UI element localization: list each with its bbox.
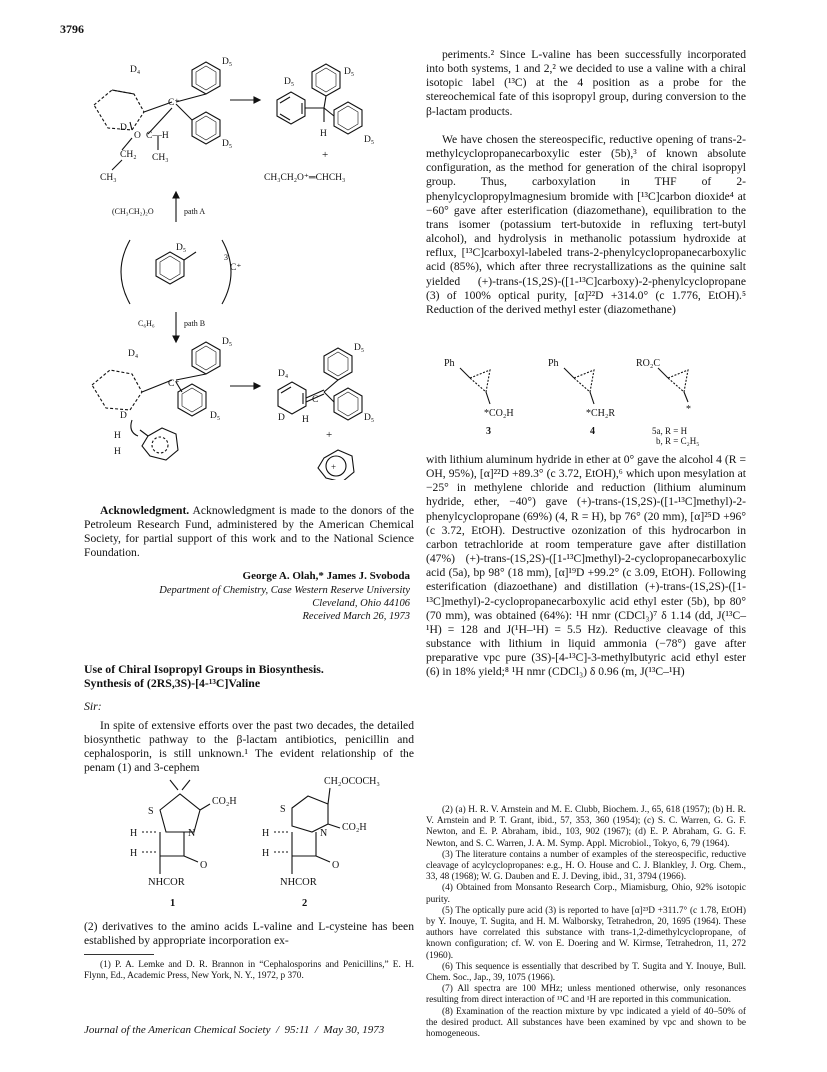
svg-text:H: H — [320, 129, 327, 139]
svg-text:D₅: D₅ — [344, 67, 355, 77]
footnote-1: (1) P. A. Lemke and D. R. Brannon in “Cephalosporins and Penicillins,” E. H. Flynn, Ed., Academic Press, New York, N. Y., 1972, p 370. — [84, 960, 414, 982]
svg-text:CH₃CH₂O⁺═CHCH₃: CH₃CH₂O⁺═CHCH₃ — [264, 173, 346, 183]
acknowledgment-heading: Acknowledgment. — [100, 504, 190, 517]
svg-text:D₄: D₄ — [130, 65, 141, 75]
svg-text:C⁺: C⁺ — [230, 263, 242, 273]
ref-8: (8) Examination of the reaction mixture by vpc indicated a yield of 40–50% of the desired product. All substances have been examined by vpc and shown to be homogeneous. — [426, 1006, 746, 1040]
author-names: George A. Olah,* James J. Svoboda — [242, 570, 410, 582]
svg-text:5a, R = H: 5a, R = H — [652, 426, 688, 436]
structures-1-2 — [120, 770, 390, 880]
svg-text:H: H — [114, 447, 121, 457]
acknowledgment — [84, 504, 414, 561]
svg-text:S: S — [148, 806, 154, 817]
article-title-2: Synthesis of (2RS,3S)-[4-¹³C]Valine — [84, 676, 261, 690]
svg-text:H: H — [302, 415, 309, 425]
svg-text:CH₃: CH₃ — [152, 153, 169, 163]
acknowledgment-text: Acknowledgment is made to the donors of the Petroleum Research Fund, administered by the American Chemical Society, for partial support of this work and to the National Science Foundation. — [84, 504, 414, 560]
svg-text:D₅: D₅ — [222, 139, 233, 149]
svg-text:CO₂H: CO₂H — [342, 822, 367, 833]
svg-text:D₄: D₄ — [278, 369, 289, 379]
right-references — [426, 805, 746, 1040]
ref-7: (7) All spectra are 100 MHz; unless mentioned otherwise, only resonances resulting from direct interaction of ¹³C and ¹H are reported in this communication. — [426, 984, 746, 1006]
svg-text:H: H — [130, 848, 138, 859]
svg-text:H: H — [262, 828, 270, 839]
article-title-1: Use of Chiral Isopropyl Groups in Biosynthesis. — [84, 662, 324, 676]
svg-text:D₅: D₅ — [284, 77, 295, 87]
journal-footer: Journal of the American Chemical Society / 95:11 / May 30, 1973 — [84, 1024, 385, 1036]
ref-2: (2) (a) H. R. V. Arnstein and M. E. Clubb, Biochem. J., 65, 618 (1957); (b) H. R. V. Arnstein and P. T. Grant, ibid., 57, 353, 360 (1954); (c) S. C. Warren, G. G. F. Newton, and E. P. Abraham, ibid., 103, 902 (1967); (d) E. P. Abraham, G. G. F. Newton, and S. C. Warren, J. A. M. Symp. Appl. Microbiol., Tokyo, 6, 79 (1964). — [426, 805, 746, 849]
svg-text:D₅: D₅ — [222, 337, 233, 347]
svg-text:C⁺: C⁺ — [168, 379, 180, 389]
svg-text:D₅: D₅ — [176, 243, 187, 253]
compound-label-2: 2 — [302, 898, 308, 909]
svg-text:+: + — [326, 429, 333, 441]
svg-text:*CO₂H: *CO₂H — [484, 408, 514, 419]
nhcor-label-2: NHCOR — [280, 877, 317, 888]
svg-text:S: S — [280, 804, 286, 815]
svg-text:O: O — [134, 131, 141, 141]
svg-text:D₅: D₅ — [364, 135, 375, 145]
ref-4: (4) Obtained from Monsanto Research Corp., Miamisburg, Ohio, 92% isotopic purity. — [426, 883, 746, 905]
svg-text:O: O — [332, 860, 340, 871]
reaction-scheme — [72, 50, 402, 480]
svg-text:path A: path A — [184, 207, 206, 216]
svg-text:C: C — [312, 395, 319, 405]
svg-text:D₅: D₅ — [364, 413, 375, 423]
right-paragraph-c: with lithium aluminum hydride in ether at 0° gave the alcohol 4 (R = OH, 95%), [α]²²D +89.3° (c 3.72, EtOH),⁶ which upon mesylation at −25° in methylene chloride and reduction (lithium aluminum hydride, ether, −40°) gave (+)-trans-(1S,2S)-([1-¹³C]methyl)-2-phenylcyclopropane (69%) (4, R = H), bp 76° (20 mm), [α]²⁵D +96° (c 3.72, EtOH). Destructive ozonization of this hydrocarbon in carbon tetrachloride at room temperature gave after distillation (47%) (+)-trans-(1S,2S)-([1-¹³C]methyl)-2-cyclopropanecarboxylic acid (5a), bp 98° (18 mm), [α]¹⁹D +99.2° (c 3.09, EtOH). Following esterification (diazoethane) and distillation (+)-trans-(1S,2S)-([1-¹³C]methyl)-2-cyclopropanecarboxylic acid ethyl ester (5b), bp 80° (70 mm), was obtained (64%): ¹H nmr (CDCl₃)⁷ δ 1.14 (dd, J(¹³C–¹H) = 128 and J(¹H–¹H) = 5.5 Hz). Reductive cleavage of this substance with lithium in liquid ammonia (−78°) gave after preparative vpc pure (3S)-[4-¹³C]-3-methylbutyric acid ethyl ester (6) in 18% yield;⁸ ¹H nmr (CDCl₃) δ 0.96 (m, J(¹³C–¹H) — [426, 453, 746, 679]
svg-text:Ph: Ph — [444, 358, 455, 369]
svg-text:C⁺: C⁺ — [168, 98, 180, 108]
right-paragraph-b: We have chosen the stereospecific, reductive opening of trans-2-methylcyclopropanecarboxylic ester (5b),³ of known absolute configuration, as the method for generation of the chiral isopropyl group. Thus, carboxylation in THF of 2-phenylcyclopropylmagnesium bromide with [¹³C]carbon dioxide⁴ at −60° gave after esterification (diazomethane), equilibration to the trans isomer (potassium tert-butoxide in refluxing tert-butyl alcohol), and hydrolysis in methanolic potassium hydroxide at reflux, [¹³C]carboxyl-labeled trans-2-phenylcyclopropanecarboxylic acid (85%), which after three recrystallizations as the quinine salt yielded (+)-trans-(1S,2S)-([1-¹³C]carboxy)-2-phenylcyclopropane (3) of 100% optical purity, [α]²²D +314.0° (c 1.776, EtOH).⁵ Reduction of the derived methyl ester (diazomethane) — [426, 133, 746, 316]
svg-text:CH₃: CH₃ — [100, 173, 117, 183]
svg-text:path B: path B — [184, 319, 206, 328]
svg-text:C—H: C—H — [146, 131, 169, 141]
svg-text:H: H — [262, 848, 270, 859]
svg-text:D₅: D₅ — [222, 57, 233, 67]
svg-text:*CH₂R: *CH₂R — [586, 408, 616, 419]
nhcor-label-1: NHCOR — [148, 877, 185, 888]
svg-text:+: + — [322, 149, 329, 161]
received-date: Received March 26, 1973 — [302, 611, 410, 622]
svg-text:Ph: Ph — [548, 358, 559, 369]
svg-text:D: D — [120, 123, 127, 133]
svg-text:D: D — [278, 413, 285, 423]
svg-text:3: 3 — [486, 426, 491, 437]
svg-text:CH₂OCOCH₃: CH₂OCOCH₃ — [324, 776, 380, 787]
svg-text:(CH₃CH₂)₂O: (CH₃CH₂)₂O — [112, 207, 154, 216]
affiliation-line-2: Cleveland, Ohio 44106 — [312, 598, 410, 609]
page-number: 3796 — [60, 22, 84, 36]
ref-3: (3) The literature contains a number of examples of the stereospecific, reductive cleavage of acylcyclopropanes: e.g., H. O. House and C. J. Blankley, J. Org. Chem., 33, 48 (1968); W. G. Dauben and E. J. Deving, ibid., 31, 3794 (1966). — [426, 849, 746, 883]
svg-text:N: N — [320, 828, 328, 839]
article-paragraph-1: In spite of extensive efforts over the past two decades, the detailed biosynthetic pathway to the β-lactam antibiotics, penicillin and cephalosporin, is still unknown.¹ The evident relationship of the penam (1) and 3-cephem — [84, 719, 414, 775]
svg-text:D: D — [120, 411, 127, 421]
svg-text:D₅: D₅ — [354, 343, 365, 353]
article-paragraph-1-cont: (2) derivatives to the amino acids L-valine and L-cysteine has been established by appropriate incorporation ex- — [84, 920, 414, 948]
svg-text:RO₂C: RO₂C — [636, 358, 661, 369]
ref-6: (6) This sequence is essentially that described by T. Sugita and Y. Inouye, Bull. Chem. Soc., Jap., 39, 1075 (1966). — [426, 961, 746, 984]
salutation: Sir: — [84, 699, 102, 713]
affiliation-line-1: Department of Chemistry, Case Western Reserve University — [159, 585, 410, 596]
svg-text:N: N — [188, 828, 196, 839]
svg-text:CO₂H: CO₂H — [212, 796, 237, 807]
structures-3-4-5 — [440, 352, 740, 442]
ref-5: (5) The optically pure acid (3) is reported to have [α]²³D +311.7° (c 1.78, EtOH) by Y. Inouye, T. Sugita, and H. M. Walborsky, Tetrahedron, 20, 1695 (1964). These authors have correlated this substance with trans-1,2-dimethylcyclopropane, of known configuration; cf. W. von E. Doering and W. Kirmse, Tetrahedron, 11, 272 (1960). — [426, 905, 746, 961]
label-5b: b, R = C₂H₅ — [656, 436, 700, 446]
svg-text:H: H — [130, 828, 138, 839]
svg-text:H: H — [114, 431, 121, 441]
svg-text:+: + — [331, 462, 337, 472]
right-paragraph-a: periments.² Since L-valine has been successfully incorporated into both systems, 1 and 2,² we decided to use a valine with a chiral isotopic label (¹³C) at the 4 position as a probe for the stereochemical fate of this isopropyl group, during conversion to the β-lactam products. — [426, 48, 746, 118]
svg-text:C₆H₆: C₆H₆ — [138, 319, 155, 328]
svg-text:3: 3 — [224, 253, 228, 262]
svg-text:4: 4 — [590, 426, 595, 437]
compound-label-1: 1 — [170, 898, 176, 909]
svg-text:D₄: D₄ — [128, 349, 139, 359]
footnote-divider — [84, 954, 154, 955]
svg-text:O: O — [200, 860, 208, 871]
svg-text:D₅: D₅ — [210, 411, 221, 421]
svg-text:CH₂: CH₂ — [120, 150, 137, 160]
svg-text:*: * — [686, 404, 691, 415]
